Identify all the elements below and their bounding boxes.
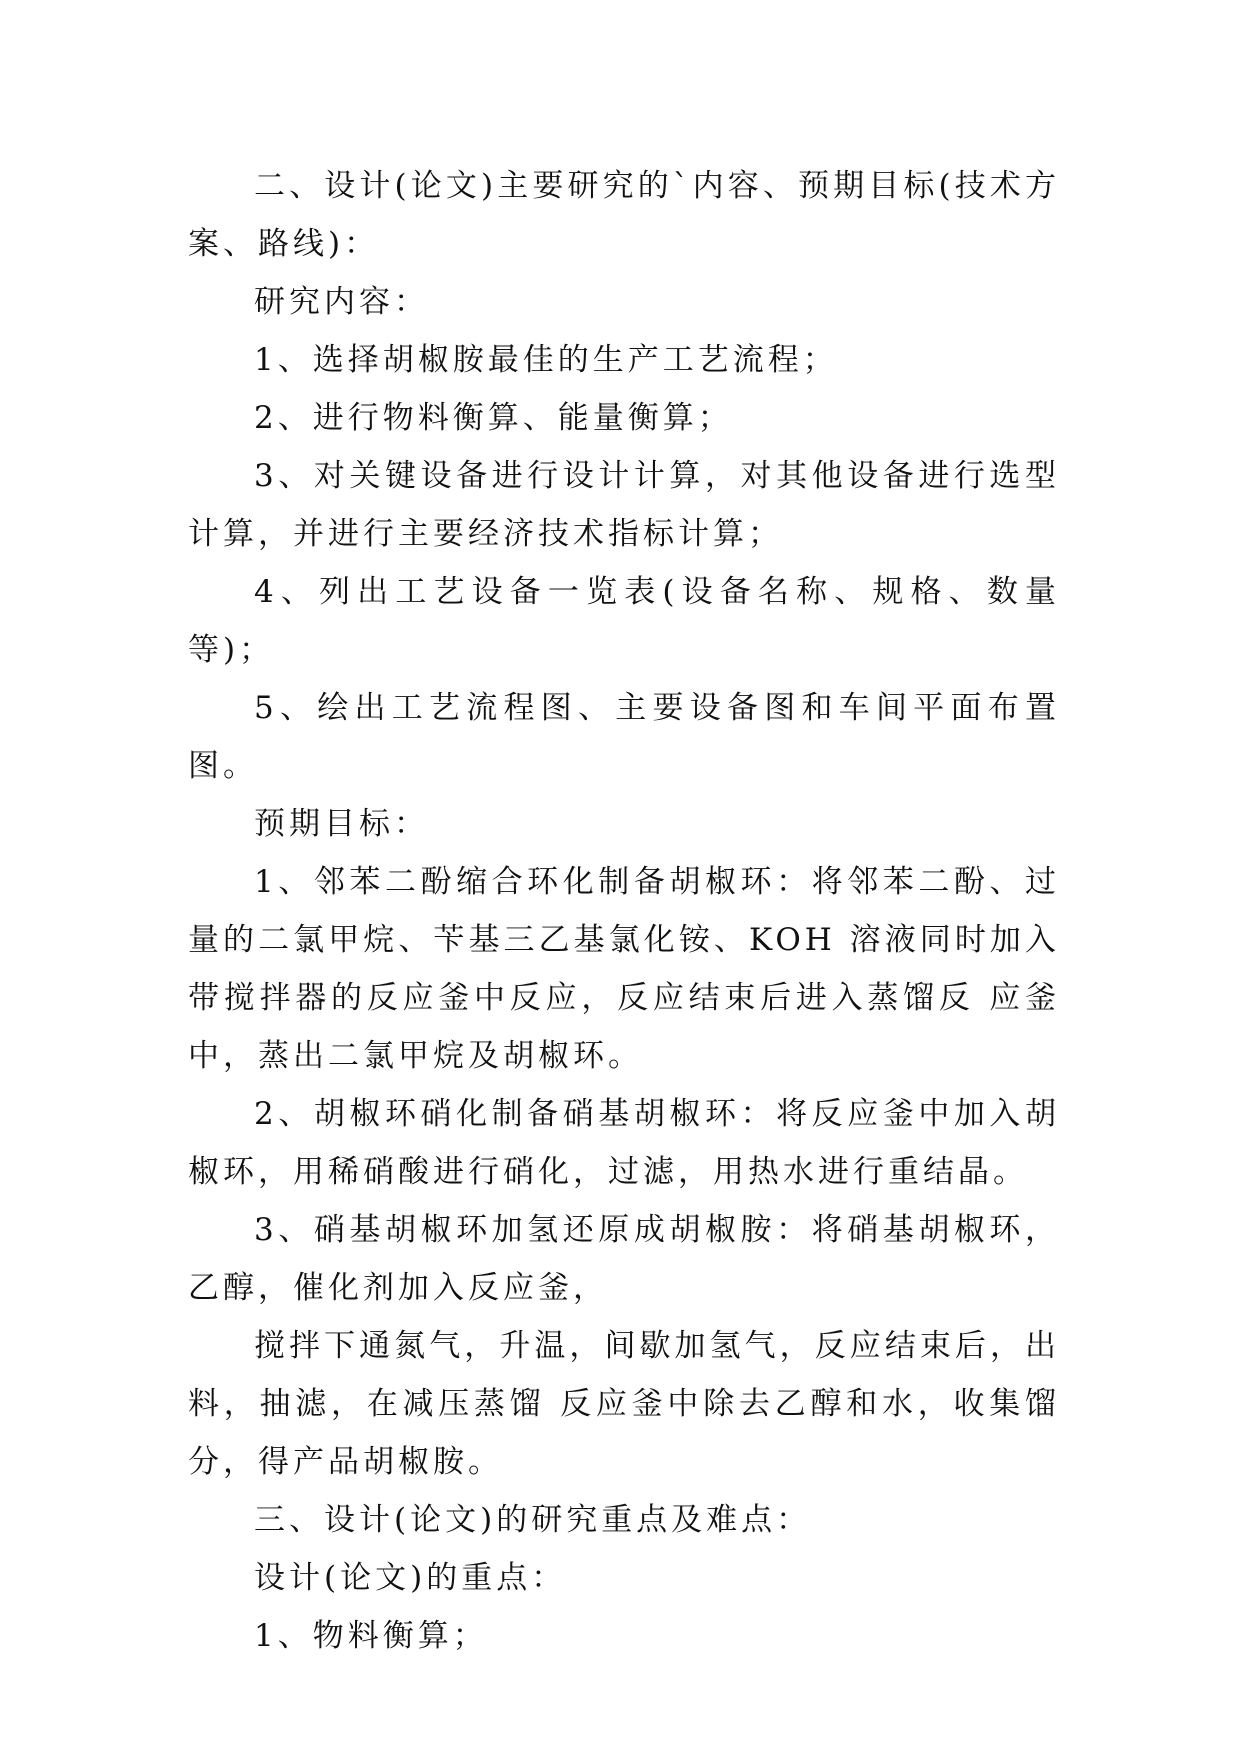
research-content-item-5: 5、绘出工艺流程图、主要设备图和车间平面布置图。 (188, 690, 1060, 784)
research-content-item-3: 3、对关键设备进行设计计算，对其他设备进行选型计算，并进行主要经济技术指标计算； (188, 458, 1060, 552)
expected-goal-item-2: 2、胡椒环硝化制备硝基胡椒环：将反应釜中加入胡椒环，用稀硝酸进行硝化，过滤，用热水进行重结晶。 (188, 1096, 1060, 1190)
document-body (188, 157, 1060, 1665)
section-two-heading: 二、设计(论文)主要研究的`内容、预期目标(技术方案、路线)： (188, 168, 1060, 262)
research-content-item-1: 1、选择胡椒胺最佳的生产工艺流程； (254, 342, 838, 378)
research-content-item-4: 4、列出工艺设备一览表(设备名称、规格、数量等)； (188, 574, 1060, 668)
expected-goal-item-3: 3、硝基胡椒环加氢还原成胡椒胺：将硝基胡椒环，乙醇，催化剂加入反应釜， (188, 1212, 1060, 1306)
section-three-heading: 三、设计(论文)的研究重点及难点： (254, 1502, 812, 1538)
expected-goals-heading: 预期目标： (254, 806, 429, 842)
key-points-heading: 设计(论文)的重点： (254, 1560, 567, 1596)
research-content-item-2: 2、进行物料衡算、能量衡算； (254, 400, 733, 436)
expected-goal-item-1: 1、邻苯二酚缩合环化制备胡椒环：将邻苯二酚、过量的二氯甲烷、苄基三乙基氯化铵、KOH 溶液同时加入带搅拌器的反应釜中反应，反应结束后进入蒸馏反 应釜中，蒸出二氯甲烷及胡椒环。 (188, 864, 1060, 1074)
research-content-heading: 研究内容： (254, 284, 429, 320)
key-point-item-1: 1、物料衡算； (254, 1618, 488, 1654)
expected-goal-item-3-continued: 搅拌下通氮气，升温，间歇加氢气，反应结束后，出料，抽滤，在减压蒸馏 反应釜中除去乙醇和水，收集馏分，得产品胡椒胺。 (188, 1328, 1060, 1480)
